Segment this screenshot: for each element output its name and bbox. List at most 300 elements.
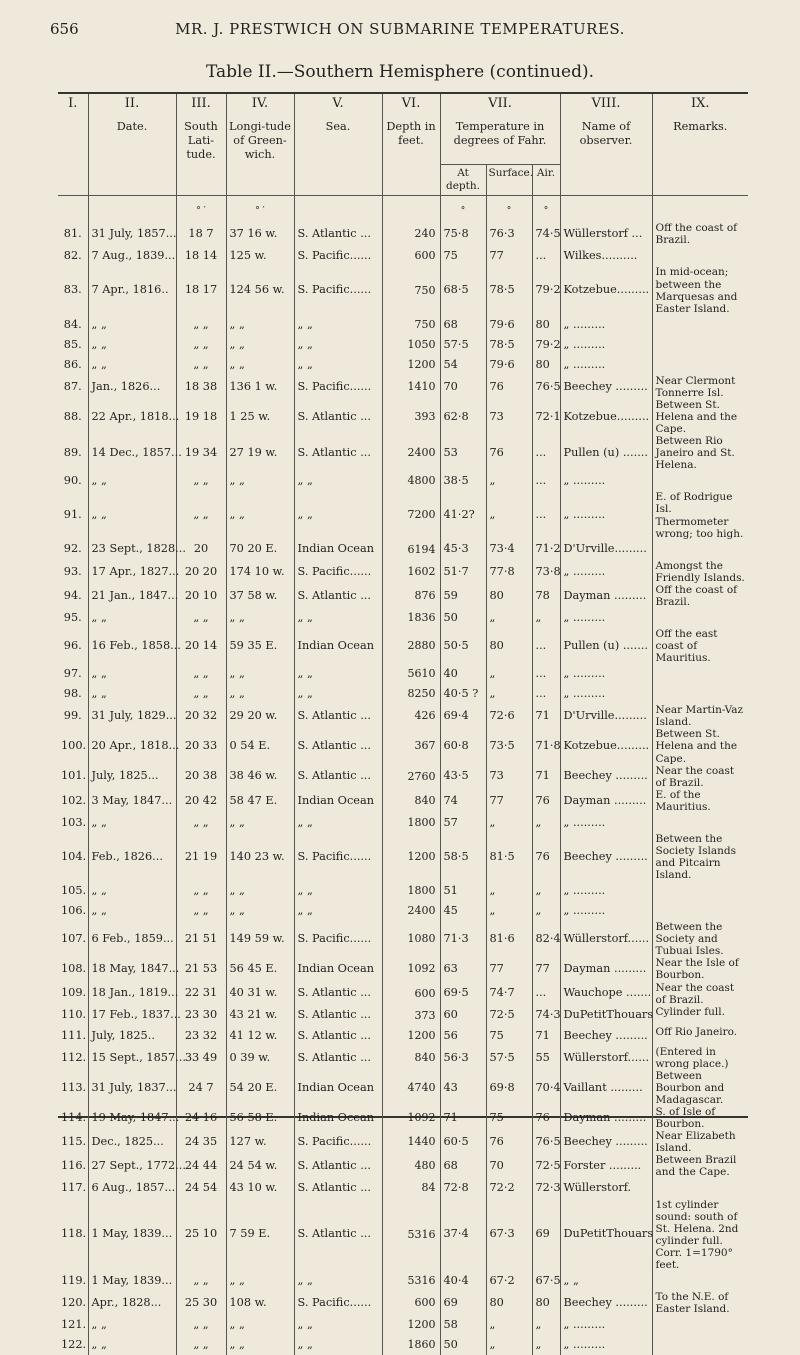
longitude-cell: 43 10 w. [226, 1178, 294, 1198]
temp-at-depth-cell: 56·3 [440, 1046, 486, 1070]
row-number: 95. [63, 610, 82, 624]
units-lat: ° ′ [176, 196, 226, 223]
date-cell: 31 July, 1829... [88, 704, 176, 728]
row-number: 93. [63, 564, 82, 578]
longitude-cell: „ „ [226, 491, 294, 539]
date-cell: „ „ [88, 335, 176, 355]
table-row [58, 491, 748, 539]
observer-cell: „ ......... [560, 664, 652, 684]
row-number: 85. [63, 337, 82, 351]
longitude-cell: 127 w. [226, 1130, 294, 1154]
row-number: 84. [63, 317, 82, 331]
temp-air-cell: 76 [532, 1106, 560, 1130]
table-row [58, 584, 748, 608]
latitude-cell: 18 14 [176, 246, 226, 266]
temp-air-cell: 73·8 [532, 560, 560, 584]
depth-cell: 84 [382, 1178, 440, 1198]
row-number: 83. [63, 283, 82, 297]
table-row [58, 355, 748, 375]
row-number: 97. [63, 667, 82, 680]
subcol-surface: Surface. [486, 165, 532, 196]
depth-cell: 5610 [382, 664, 440, 684]
table-row [58, 704, 748, 728]
remarks-cell: Near Clermont Tonnerre Isl. [652, 375, 748, 399]
latitude-cell: 24 35 [176, 1130, 226, 1154]
latitude-cell: 18 7 [176, 222, 226, 246]
depth-cell: 750 [382, 266, 440, 314]
date-cell: „ „ [88, 901, 176, 921]
temp-surface-cell: 73·5 [486, 728, 532, 764]
latitude-cell: „ „ [176, 315, 226, 335]
sea-cell: S. Pacific...... [294, 246, 382, 266]
longitude-cell: 29 20 w. [226, 704, 294, 728]
row-number: 109. [61, 986, 87, 1000]
observer-cell: Wilkes.......... [560, 246, 652, 266]
longitude-cell: 37 16 w. [226, 222, 294, 246]
temp-surface-cell: 72·6 [486, 704, 532, 728]
temp-air-cell: ... [532, 664, 560, 684]
longitude-cell: 56 45 E. [226, 957, 294, 981]
longitude-cell: 38 46 w. [226, 765, 294, 789]
longitude-cell: 27 19 w. [226, 435, 294, 471]
temp-surface-cell: 69·8 [486, 1070, 532, 1106]
temp-air-cell: 72·1 [532, 399, 560, 435]
row-number: 111. [61, 1028, 87, 1042]
longitude-cell: „ „ [226, 664, 294, 684]
row-number: 100. [61, 739, 87, 753]
temp-air-cell: 71 [532, 704, 560, 728]
depth-cell: 876 [382, 584, 440, 608]
table-row [58, 901, 748, 921]
temp-air-cell: ... [532, 471, 560, 491]
table-title: Table II.—Southern Hemisphere (continued). [205, 62, 595, 82]
remarks-cell: Off the east coast of Mauritius. [652, 628, 748, 664]
col-remarks-header: IX. Remarks. [652, 94, 748, 196]
temp-at-depth-cell: 59 [440, 584, 486, 608]
temp-surface-cell: „ [486, 491, 532, 539]
temp-at-depth-cell: 69·5 [440, 982, 486, 1006]
date-cell: 19 May, 1847... [88, 1106, 176, 1130]
longitude-cell: 70 20 E. [226, 540, 294, 560]
longitude-cell: 0 39 w. [226, 1046, 294, 1070]
date-cell: 15 Sept., 1857... [88, 1046, 176, 1070]
depth-cell: 1410 [382, 375, 440, 399]
date-cell: Apr., 1828... [88, 1291, 176, 1315]
date-cell: „ „ [88, 471, 176, 491]
latitude-cell: 20 [176, 540, 226, 560]
remarks-cell: Near Elizabeth Island. [652, 1130, 748, 1154]
sea-cell: S. Atlantic ... [294, 1154, 382, 1178]
temp-surface-cell: 81·6 [486, 921, 532, 957]
depth-cell: 1440 [382, 1130, 440, 1154]
temp-surface-cell: „ [486, 664, 532, 684]
observer-cell: „ ......... [560, 491, 652, 539]
date-cell: „ „ [88, 315, 176, 335]
temp-at-depth-cell: 72·8 [440, 1178, 486, 1198]
observer-cell: Beechey ......... [560, 1026, 652, 1046]
temp-at-depth-cell: 51 [440, 881, 486, 901]
temp-surface-cell: 74·7 [486, 982, 532, 1006]
table-row [58, 1335, 748, 1355]
observer-cell: Dayman ......... [560, 584, 652, 608]
date-cell: „ „ [88, 813, 176, 833]
observer-cell: Wüllerstorf ... [560, 222, 652, 246]
temp-surface-cell: 78·5 [486, 335, 532, 355]
row-number: 103. [61, 815, 87, 829]
temp-surface-cell: 76 [486, 435, 532, 471]
sea-cell: „ „ [294, 315, 382, 335]
sea-cell: S. Atlantic ... [294, 765, 382, 789]
temp-at-depth-cell: 75 [440, 246, 486, 266]
temp-air-cell: ... [532, 628, 560, 664]
sea-cell: S. Pacific...... [294, 375, 382, 399]
table-row [58, 833, 748, 881]
subcol-at-depth: At depth. [440, 165, 486, 196]
date-cell: 6 Feb., 1859... [88, 921, 176, 957]
longitude-cell: „ „ [226, 881, 294, 901]
temp-at-depth-cell: 57·5 [440, 335, 486, 355]
col-depth-header: VI. Depth in feet. [382, 94, 440, 196]
table-body [58, 196, 748, 1355]
latitude-cell: „ „ [176, 491, 226, 539]
longitude-cell: 24 54 w. [226, 1154, 294, 1178]
latitude-cell: 21 19 [176, 833, 226, 881]
longitude-cell: „ „ [226, 315, 294, 335]
temp-surface-cell: 79·6 [486, 355, 532, 375]
date-cell: 17 Apr., 1827... [88, 560, 176, 584]
longitude-cell: „ „ [226, 1335, 294, 1355]
temp-air-cell: 80 [532, 355, 560, 375]
temp-air-cell: „ [532, 901, 560, 921]
temp-surface-cell: 75 [486, 1026, 532, 1046]
latitude-cell: 24 44 [176, 1154, 226, 1178]
units-lon: ° ′ [226, 196, 294, 223]
observer-cell: Wüllerstorf. [560, 1178, 652, 1198]
temp-at-depth-cell: 70 [440, 375, 486, 399]
col-no-header: I. [58, 94, 88, 196]
latitude-cell: „ „ [176, 881, 226, 901]
table-row [58, 540, 748, 560]
remarks-cell [652, 246, 748, 266]
sea-cell: Indian Ocean [294, 628, 382, 664]
table-row [58, 1271, 748, 1291]
temp-surface-cell: 72·5 [486, 1006, 532, 1026]
latitude-cell: „ „ [176, 1271, 226, 1291]
depth-cell: 1050 [382, 335, 440, 355]
table-row [58, 1006, 748, 1026]
longitude-cell: 58 47 E. [226, 789, 294, 813]
temp-surface-cell: 73 [486, 399, 532, 435]
latitude-cell: 25 10 [176, 1199, 226, 1271]
remarks-cell [652, 684, 748, 704]
row-number: 112. [61, 1050, 87, 1064]
date-cell: „ „ [88, 1315, 176, 1335]
temp-at-depth-cell: 54 [440, 355, 486, 375]
sea-cell: „ „ [294, 471, 382, 491]
remarks-cell [652, 471, 748, 491]
table-row [58, 608, 748, 628]
remarks-cell: Between the Society and Tubuai Isles. [652, 921, 748, 957]
sea-cell: Indian Ocean [294, 1106, 382, 1130]
depth-cell: 426 [382, 704, 440, 728]
temp-surface-cell: 81·5 [486, 833, 532, 881]
observer-cell: Wüllerstorf...... [560, 921, 652, 957]
depth-cell: 750 [382, 315, 440, 335]
temp-surface-cell: 72·2 [486, 1178, 532, 1198]
depth-cell: 840 [382, 789, 440, 813]
units-row [58, 196, 748, 223]
temp-air-cell: 80 [532, 1291, 560, 1315]
sea-cell: „ „ [294, 355, 382, 375]
remarks-cell: Off the coast of Brazil. [652, 584, 748, 608]
temp-surface-cell: „ [486, 881, 532, 901]
latitude-cell: 23 30 [176, 1006, 226, 1026]
row-number: 117. [61, 1181, 87, 1195]
sea-cell: S. Atlantic ... [294, 1006, 382, 1026]
latitude-cell: 25 30 [176, 1291, 226, 1315]
depth-cell: 240 [382, 222, 440, 246]
latitude-cell: „ „ [176, 355, 226, 375]
date-cell: 27 Sept., 1772... [88, 1154, 176, 1178]
temp-air-cell: „ [532, 608, 560, 628]
date-cell: 22 Apr., 1818... [88, 399, 176, 435]
observer-cell: „ ......... [560, 1315, 652, 1335]
latitude-cell: 19 34 [176, 435, 226, 471]
temp-air-cell: 79·2 [532, 266, 560, 314]
remarks-cell: Between Rio Janeiro and St. Helena. [652, 435, 748, 471]
temp-air-cell: 76·5 [532, 375, 560, 399]
row-number: 92. [63, 542, 82, 556]
observer-cell: „ ......... [560, 881, 652, 901]
longitude-cell: 56 58 E. [226, 1106, 294, 1130]
date-cell: 18 May, 1847... [88, 957, 176, 981]
row-number: 108. [61, 962, 87, 976]
temp-air-cell: 55 [532, 1046, 560, 1070]
observer-cell: DuPetitThouars [560, 1199, 652, 1271]
col-date-header: II. Date. [88, 94, 176, 196]
depth-cell: 6194 [382, 540, 440, 560]
depth-cell: 1602 [382, 560, 440, 584]
temp-air-cell: ... [532, 982, 560, 1006]
temp-surface-cell: 67·3 [486, 1199, 532, 1271]
row-number: 110. [61, 1008, 87, 1022]
temp-surface-cell: 77 [486, 246, 532, 266]
longitude-cell: 41 12 w. [226, 1026, 294, 1046]
temp-air-cell: 80 [532, 315, 560, 335]
sea-cell: „ „ [294, 1315, 382, 1335]
table-row [58, 335, 748, 355]
temp-at-depth-cell: 74 [440, 789, 486, 813]
table-row [58, 1046, 748, 1070]
row-number: 91. [63, 508, 82, 522]
sea-cell: S. Pacific...... [294, 1130, 382, 1154]
temp-surface-cell: 73 [486, 765, 532, 789]
observer-cell: „ „ [560, 1271, 652, 1291]
table-row [58, 982, 748, 1006]
observer-cell: D'Urville......... [560, 704, 652, 728]
temp-at-depth-cell: 62·8 [440, 399, 486, 435]
temp-air-cell: 82·4 [532, 921, 560, 957]
sea-cell: S. Pacific...... [294, 266, 382, 314]
temp-surface-cell: 57·5 [486, 1046, 532, 1070]
temp-at-depth-cell: 71 [440, 1106, 486, 1130]
date-cell: 31 July, 1857... [88, 222, 176, 246]
depth-cell: 600 [382, 982, 440, 1006]
table-row [58, 471, 748, 491]
sea-cell: S. Atlantic ... [294, 399, 382, 435]
remarks-cell [652, 813, 748, 833]
longitude-cell: 174 10 w. [226, 560, 294, 584]
remarks-cell [652, 901, 748, 921]
date-cell: Dec., 1825... [88, 1130, 176, 1154]
temp-at-depth-cell: 58·5 [440, 833, 486, 881]
temp-air-cell: 74·3 [532, 1006, 560, 1026]
latitude-cell: 20 14 [176, 628, 226, 664]
remarks-cell [652, 664, 748, 684]
latitude-cell: 33 49 [176, 1046, 226, 1070]
depth-cell: 7200 [382, 491, 440, 539]
table-row [58, 1178, 748, 1198]
date-cell: 7 Apr., 1816.. [88, 266, 176, 314]
observer-cell: D'Urville......... [560, 540, 652, 560]
latitude-cell: 18 38 [176, 375, 226, 399]
longitude-cell: 124 56 w. [226, 266, 294, 314]
temp-air-cell: 74·5 [532, 222, 560, 246]
remarks-cell: Between Bourbon and Madagascar. [652, 1070, 748, 1106]
remarks-cell: Between Brazil and the Cape. [652, 1154, 748, 1178]
temp-at-depth-cell: 68·5 [440, 266, 486, 314]
temp-at-depth-cell: 56 [440, 1026, 486, 1046]
depth-cell: 4800 [382, 471, 440, 491]
latitude-cell: 18 17 [176, 266, 226, 314]
remarks-cell: Between St. Helena and the Cape. [652, 728, 748, 764]
observer-cell: „ ......... [560, 471, 652, 491]
remarks-cell: Near the coast of Brazil. [652, 765, 748, 789]
latitude-cell: 20 42 [176, 789, 226, 813]
temp-air-cell: 77 [532, 957, 560, 981]
date-cell: 1 May, 1839... [88, 1271, 176, 1291]
row-number: 114. [61, 1110, 87, 1124]
remarks-cell [652, 315, 748, 335]
temp-surface-cell: 77·8 [486, 560, 532, 584]
sea-cell: „ „ [294, 881, 382, 901]
temp-air-cell: 72·5 [532, 1154, 560, 1178]
depth-cell: 367 [382, 728, 440, 764]
depth-cell: 393 [382, 399, 440, 435]
longitude-cell: 140 23 w. [226, 833, 294, 881]
row-number: 104. [61, 849, 87, 863]
remarks-cell: (Entered in wrong place.) [652, 1046, 748, 1070]
temp-surface-cell: 80 [486, 584, 532, 608]
date-cell: July, 1825.. [88, 1026, 176, 1046]
table-row [58, 628, 748, 664]
temp-surface-cell: 80 [486, 1291, 532, 1315]
data-table-frame [58, 92, 748, 1352]
temp-air-cell: 71 [532, 1026, 560, 1046]
temp-air-cell: „ [532, 813, 560, 833]
table-row [58, 1130, 748, 1154]
observer-cell: „ ......... [560, 335, 652, 355]
table-row [58, 1315, 748, 1335]
temp-air-cell: ... [532, 246, 560, 266]
row-number: 90. [63, 474, 82, 488]
table-row [58, 789, 748, 813]
table-row [58, 1106, 748, 1130]
temp-surface-cell: 67·2 [486, 1271, 532, 1291]
temp-air-cell: „ [532, 1315, 560, 1335]
row-number: 102. [61, 793, 87, 807]
temp-surface-cell: „ [486, 901, 532, 921]
table-row [58, 375, 748, 399]
latitude-cell: 19 18 [176, 399, 226, 435]
table-row [58, 399, 748, 435]
longitude-cell: 108 w. [226, 1291, 294, 1315]
row-number: 81. [63, 227, 82, 241]
row-number: 118. [61, 1227, 87, 1241]
col-sea-header: V. Sea. [294, 94, 382, 196]
row-number: 107. [61, 932, 87, 946]
row-number: 98. [63, 687, 82, 701]
depth-cell: 1092 [382, 1106, 440, 1130]
longitude-cell: 1 25 w. [226, 399, 294, 435]
temp-at-depth-cell: 60 [440, 1006, 486, 1026]
observer-cell: Beechey ......... [560, 1130, 652, 1154]
observer-cell: Wauchope ....... [560, 982, 652, 1006]
date-cell: „ „ [88, 684, 176, 704]
temp-surface-cell: 76 [486, 375, 532, 399]
temp-air-cell: 71 [532, 765, 560, 789]
temp-surface-cell: 73·4 [486, 540, 532, 560]
remarks-cell: E. of Rodrigue Isl. Thermometer wrong; too high. [652, 491, 748, 539]
remarks-cell [652, 881, 748, 901]
depth-cell: 2400 [382, 435, 440, 471]
remarks-cell [652, 355, 748, 375]
longitude-cell: „ „ [226, 1271, 294, 1291]
longitude-cell: „ „ [226, 355, 294, 375]
page-number: 656 [50, 20, 79, 38]
date-cell: 1 May, 1839... [88, 1199, 176, 1271]
sea-cell: „ „ [294, 664, 382, 684]
row-number: 113. [61, 1080, 87, 1094]
date-cell: 14 Dec., 1857... [88, 435, 176, 471]
col-temp-header: VII. Temperature in degrees of Fahr. [440, 94, 560, 165]
temp-surface-cell: 70 [486, 1154, 532, 1178]
remarks-cell: Amongst the Friendly Islands. [652, 560, 748, 584]
temp-air-cell: 76 [532, 789, 560, 813]
row-number: 106. [61, 904, 87, 917]
col-lat-header: III. South Lati-tude. [176, 94, 226, 196]
depth-cell: 2400 [382, 901, 440, 921]
longitude-cell: 149 59 w. [226, 921, 294, 957]
date-cell: Jan., 1826... [88, 375, 176, 399]
sea-cell: S. Pacific...... [294, 560, 382, 584]
temperature-table [58, 94, 748, 1355]
longitude-cell: 59 35 E. [226, 628, 294, 664]
sea-cell: S. Pacific...... [294, 1291, 382, 1315]
remarks-cell: 1st cylinder sound: south of St. Helena. 2nd cylinder full. Corr. 1=1790° feet. [652, 1199, 748, 1271]
temp-at-depth-cell: 45 [440, 901, 486, 921]
depth-cell: 1800 [382, 881, 440, 901]
col-lon-header: IV. Longi-tude of Green-wich. [226, 94, 294, 196]
temp-air-cell: 76 [532, 833, 560, 881]
observer-cell: Beechey ......... [560, 375, 652, 399]
sea-cell: „ „ [294, 608, 382, 628]
temp-surface-cell: „ [486, 1315, 532, 1335]
remarks-cell: Off the coast of Brazil. [652, 222, 748, 246]
temp-at-depth-cell: 68 [440, 315, 486, 335]
date-cell: 3 May, 1847... [88, 789, 176, 813]
observer-cell: Beechey ......... [560, 1291, 652, 1315]
